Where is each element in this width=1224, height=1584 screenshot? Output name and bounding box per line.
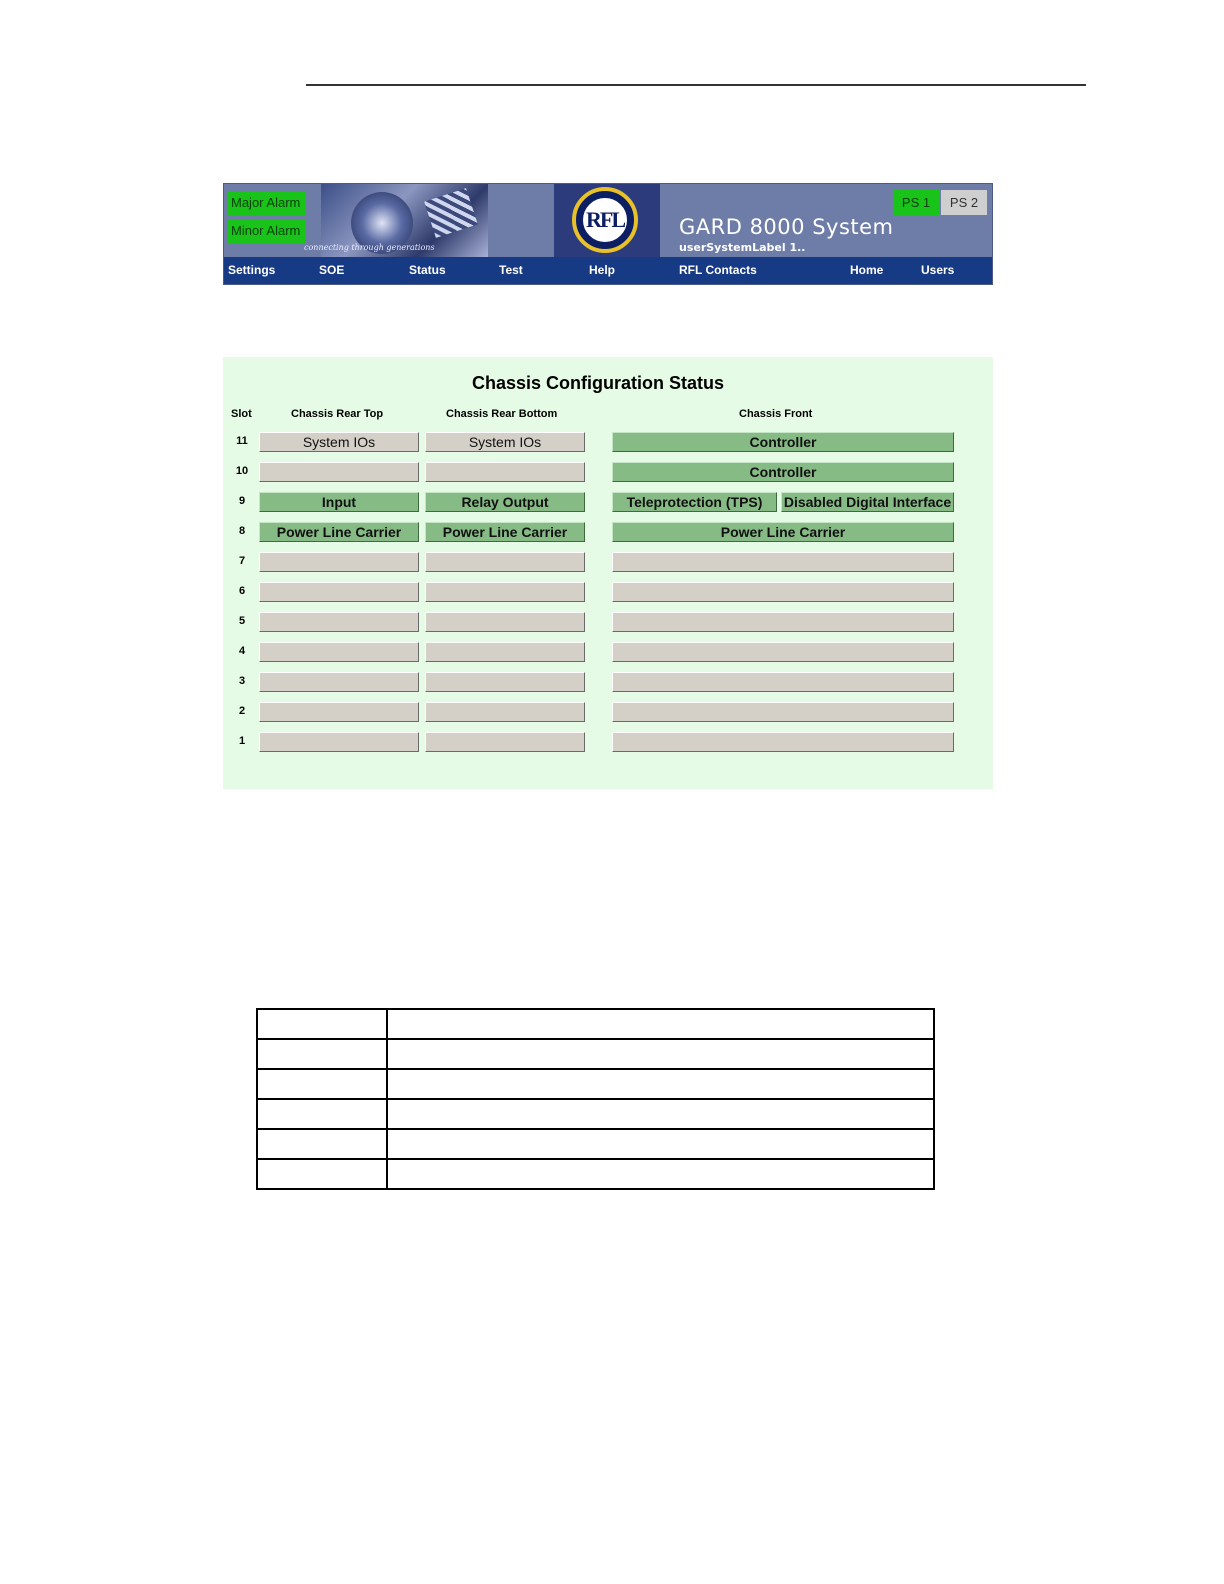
nav-settings[interactable]: Settings [228,263,276,277]
table-cell [257,1099,387,1129]
table-row [257,1009,934,1039]
rfl-logo-box [554,184,660,257]
front-slot-button[interactable] [612,732,954,752]
rear-top-slot-button[interactable] [259,462,419,482]
table-cell [257,1039,387,1069]
system-title: GARD 8000 System [679,215,894,239]
front-slot-button[interactable] [612,582,954,602]
ps1-status-indicator: PS 1 [893,190,939,215]
rear-top-slot-button[interactable]: System IOs [259,432,419,452]
rear-bottom-slot-button[interactable]: System IOs [425,432,585,452]
rear-bottom-slot-button[interactable] [425,642,585,662]
table-cell [387,1099,934,1129]
front-slot-button[interactable]: Controller [612,462,954,482]
main-nav-bar [224,257,992,284]
nav-help[interactable]: Help [589,263,616,277]
rear-top-slot-button[interactable] [259,732,419,752]
collage-satellite-graphic [424,188,478,238]
rear-bottom-slot-button[interactable] [425,672,585,692]
slot-number: 3 [238,675,246,687]
slot-number: 7 [238,555,246,567]
table-cell [257,1159,387,1189]
company-tagline: connecting through generations [304,243,435,252]
major-alarm-indicator: Major Alarm [228,191,305,215]
table-cell [257,1129,387,1159]
table-cell [387,1039,934,1069]
slot-number: 1 [238,735,246,747]
slot-number: 5 [238,615,246,627]
table-cell [387,1159,934,1189]
rear-top-slot-button[interactable] [259,642,419,662]
system-label: userSystemLabel 1.. [679,241,806,254]
front-slot-button[interactable] [612,642,954,662]
rfl-logo-icon [572,187,638,253]
rear-bottom-slot-button[interactable] [425,612,585,632]
nav-status[interactable]: Status [409,263,446,277]
chassis-rear-top-column-header: Chassis Rear Top [291,408,384,420]
front-slot-button[interactable]: Controller [612,432,954,452]
rear-bottom-slot-button[interactable]: Relay Output [425,492,585,512]
front-slot-button[interactable]: Power Line Carrier [612,522,954,542]
front-slot-button[interactable] [612,702,954,722]
slot-number: 9 [238,495,246,507]
minor-alarm-indicator: Minor Alarm [228,219,305,243]
table-row [257,1129,934,1159]
table-row [257,1159,934,1189]
table-cell [257,1069,387,1099]
table-cell [257,1009,387,1039]
rear-top-slot-button[interactable]: Input [259,492,419,512]
nav-test[interactable]: Test [499,263,523,277]
rear-top-slot-button[interactable] [259,672,419,692]
rear-bottom-slot-button[interactable] [425,462,585,482]
slot-number: 8 [238,525,246,537]
rear-bottom-slot-button[interactable]: Power Line Carrier [425,522,585,542]
table-cell [387,1129,934,1159]
page-top-rule [306,84,1086,86]
slot-number: 11 [236,435,248,447]
slot-number: 10 [235,465,249,477]
slot-number: 2 [238,705,246,717]
rear-top-slot-button[interactable] [259,702,419,722]
rear-bottom-slot-button[interactable] [425,732,585,752]
chassis-rear-bottom-column-header: Chassis Rear Bottom [446,408,558,420]
rear-top-slot-button[interactable] [259,552,419,572]
rear-top-slot-button[interactable] [259,582,419,602]
gard-header-banner [223,183,993,285]
chassis-configuration-panel [223,357,993,789]
ps2-status-indicator: PS 2 [941,190,987,215]
slot-column-header: Slot [231,408,252,420]
rear-bottom-slot-button[interactable] [425,702,585,722]
rear-bottom-slot-button[interactable] [425,582,585,602]
nav-rfl-contacts[interactable]: RFL Contacts [679,263,757,277]
front-slot-button[interactable] [612,612,954,632]
slot-number: 6 [238,585,246,597]
nav-users[interactable]: Users [921,263,955,277]
front-slot-button[interactable]: Disabled Digital Interface [781,492,954,512]
rear-top-slot-button[interactable] [259,612,419,632]
front-slot-button[interactable]: Teleprotection (TPS) [612,492,777,512]
table-cell [387,1069,934,1099]
table-row [257,1069,934,1099]
front-slot-button[interactable] [612,672,954,692]
table-cell [387,1009,934,1039]
table-row [257,1039,934,1069]
rear-bottom-slot-button[interactable] [425,552,585,572]
chassis-front-column-header: Chassis Front [739,408,813,420]
rfl-logo-text: RFL [581,196,629,244]
nav-home[interactable]: Home [850,263,884,277]
blank-reference-table [256,1008,935,1190]
slot-number: 4 [238,645,246,657]
rear-top-slot-button[interactable]: Power Line Carrier [259,522,419,542]
nav-soe[interactable]: SOE [319,263,345,277]
chassis-panel-title: Chassis Configuration Status [471,373,725,393]
table-row [257,1099,934,1129]
front-slot-button[interactable] [612,552,954,572]
